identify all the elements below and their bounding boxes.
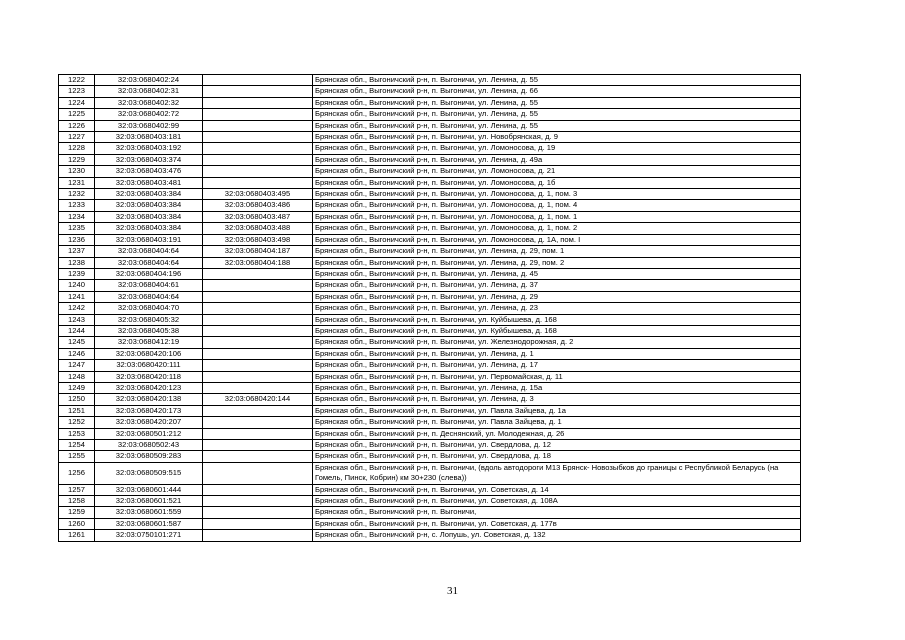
table-row xyxy=(59,223,801,234)
table-row xyxy=(59,462,801,484)
cadastral-number-cell: 32:03:0680420:123 xyxy=(95,382,203,393)
address-cell: Брянская обл., Выгоничский р-н, п. Выгоничи, ул. Ленина, д. 55 xyxy=(313,97,801,108)
related-cadastral-number-cell xyxy=(203,303,313,314)
row-number-cell: 1224 xyxy=(59,97,95,108)
address-cell: Брянская обл., Выгоничский р-н, п. Выгоничи, ул. Ломоносова, д. 21 xyxy=(313,166,801,177)
address-cell: Брянская обл., Выгоничский р-н, п. Выгоничи, ул. Железнодорожная, д. 2 xyxy=(313,337,801,348)
row-number-cell: 1248 xyxy=(59,371,95,382)
related-cadastral-number-cell xyxy=(203,484,313,495)
cadastral-number-cell: 32:03:0680403:181 xyxy=(95,132,203,143)
table-row xyxy=(59,177,801,188)
table-row xyxy=(59,314,801,325)
related-cadastral-number-cell xyxy=(203,371,313,382)
cadastral-number-cell: 32:03:0680601:521 xyxy=(95,496,203,507)
table-row xyxy=(59,451,801,462)
related-cadastral-number-cell: 32:03:0680403:487 xyxy=(203,211,313,222)
row-number-cell: 1236 xyxy=(59,234,95,245)
row-number-cell: 1259 xyxy=(59,507,95,518)
cadastral-number-cell: 32:03:0680405:38 xyxy=(95,325,203,336)
address-cell: Брянская обл., Выгоничский р-н, п. Выгоничи, ул. Ленина, д. 49а xyxy=(313,154,801,165)
row-number-cell: 1241 xyxy=(59,291,95,302)
address-cell: Брянская обл., Выгоничский р-н, п. Выгоничи, ул. Ленина, д. 3 xyxy=(313,394,801,405)
related-cadastral-number-cell xyxy=(203,462,313,484)
cadastral-number-cell: 32:03:0680404:196 xyxy=(95,268,203,279)
cadastral-number-cell: 32:03:0680509:283 xyxy=(95,451,203,462)
address-cell: Брянская обл., Выгоничский р-н, п. Выгоничи, ул. Ломоносова, д. 1, пом. 3 xyxy=(313,189,801,200)
address-cell: Брянская обл., Выгоничский р-н, п. Выгоничи, ул. Ленина, д. 29, пом. 2 xyxy=(313,257,801,268)
cadastral-number-cell: 32:03:0680403:476 xyxy=(95,166,203,177)
row-number-cell: 1232 xyxy=(59,189,95,200)
address-cell: Брянская обл., Выгоничский р-н, п. Выгоничи, ул. Ленина, д. 1 xyxy=(313,348,801,359)
table-row xyxy=(59,337,801,348)
related-cadastral-number-cell xyxy=(203,75,313,86)
row-number-cell: 1243 xyxy=(59,314,95,325)
cadastral-number-cell: 32:03:0680402:32 xyxy=(95,97,203,108)
address-cell: Брянская обл., Выгоничский р-н, п. Выгоничи, ул. Павла Зайцева, д. 1а xyxy=(313,405,801,416)
row-number-cell: 1228 xyxy=(59,143,95,154)
address-cell: Брянская обл., Выгоничский р-н, п. Выгоничи, ул. Свердлова, д. 18 xyxy=(313,451,801,462)
cadastral-number-cell: 32:03:0680402:24 xyxy=(95,75,203,86)
table-row xyxy=(59,507,801,518)
address-cell: Брянская обл., Выгоничский р-н, п. Выгоничи, ул. Ленина, д. 55 xyxy=(313,120,801,131)
row-number-cell: 1246 xyxy=(59,348,95,359)
table-row xyxy=(59,371,801,382)
row-number-cell: 1242 xyxy=(59,303,95,314)
table-row xyxy=(59,200,801,211)
related-cadastral-number-cell xyxy=(203,325,313,336)
table-row xyxy=(59,143,801,154)
cadastral-number-cell: 32:03:0680404:64 xyxy=(95,257,203,268)
address-cell: Брянская обл., Выгоничский р-н, п. Выгоничи, ул. Ленина, д. 23 xyxy=(313,303,801,314)
table-row xyxy=(59,530,801,541)
address-cell: Брянская обл., Выгоничский р-н, п. Выгоничи, xyxy=(313,507,801,518)
related-cadastral-number-cell: 32:03:0680420:144 xyxy=(203,394,313,405)
table-row xyxy=(59,303,801,314)
table-row xyxy=(59,211,801,222)
cadastral-number-cell: 32:03:0680403:191 xyxy=(95,234,203,245)
related-cadastral-number-cell xyxy=(203,314,313,325)
cadastral-number-cell: 32:03:0680420:111 xyxy=(95,360,203,371)
address-cell: Брянская обл., Выгоничский р-н, п. Выгоничи, ул. Советская, д. 177в xyxy=(313,518,801,529)
address-cell: Брянская обл., Выгоничский р-н, п. Выгоничи, (вдоль автодороги М13 Брянск- Новозыбков до границы с Республикой Беларусь (на Гомель, Пинск, Кобрин) км 30+230 (слева)) xyxy=(313,462,801,484)
address-cell: Брянская обл., Выгоничский р-н, п. Выгоничи, ул. Свердлова, д. 12 xyxy=(313,440,801,451)
related-cadastral-number-cell xyxy=(203,405,313,416)
row-number-cell: 1247 xyxy=(59,360,95,371)
related-cadastral-number-cell xyxy=(203,166,313,177)
cadastral-number-cell: 32:03:0680501:212 xyxy=(95,428,203,439)
table-row xyxy=(59,428,801,439)
row-number-cell: 1222 xyxy=(59,75,95,86)
table-row xyxy=(59,394,801,405)
related-cadastral-number-cell xyxy=(203,496,313,507)
cadastral-number-cell: 32:03:0680404:70 xyxy=(95,303,203,314)
related-cadastral-number-cell xyxy=(203,154,313,165)
row-number-cell: 1261 xyxy=(59,530,95,541)
address-cell: Брянская обл., Выгоничский р-н, п. Выгоничи, ул. Ленина, д. 55 xyxy=(313,109,801,120)
address-cell: Брянская обл., Выгоничский р-н, п. Выгоничи, ул. Первомайская, д. 11 xyxy=(313,371,801,382)
row-number-cell: 1229 xyxy=(59,154,95,165)
table-row xyxy=(59,484,801,495)
cadastral-number-cell: 32:03:0680402:31 xyxy=(95,86,203,97)
table-row xyxy=(59,348,801,359)
address-cell: Брянская обл., Выгоничский р-н, п. Выгоничи, ул. Ленина, д. 29 xyxy=(313,291,801,302)
row-number-cell: 1233 xyxy=(59,200,95,211)
cadastral-number-cell: 32:03:0680509:515 xyxy=(95,462,203,484)
related-cadastral-number-cell xyxy=(203,360,313,371)
cadastral-number-cell: 32:03:0680403:384 xyxy=(95,223,203,234)
table-row xyxy=(59,189,801,200)
row-number-cell: 1240 xyxy=(59,280,95,291)
table-row xyxy=(59,97,801,108)
row-number-cell: 1235 xyxy=(59,223,95,234)
table-row xyxy=(59,234,801,245)
table-row xyxy=(59,120,801,131)
address-cell: Брянская обл., Выгоничский р-н, с. Лопушь, ул. Советская, д. 132 xyxy=(313,530,801,541)
row-number-cell: 1257 xyxy=(59,484,95,495)
address-cell: Брянская обл., Выгоничский р-н, п. Выгоничи, ул. Советская, д. 14 xyxy=(313,484,801,495)
cadastral-number-cell: 32:03:0680403:481 xyxy=(95,177,203,188)
related-cadastral-number-cell xyxy=(203,132,313,143)
address-cell: Брянская обл., Выгоничский р-н, п. Выгоничи, ул. Советская, д. 108А xyxy=(313,496,801,507)
table-row xyxy=(59,246,801,257)
related-cadastral-number-cell xyxy=(203,120,313,131)
row-number-cell: 1258 xyxy=(59,496,95,507)
related-cadastral-number-cell: 32:03:0680404:187 xyxy=(203,246,313,257)
cadastral-number-cell: 32:03:0680403:192 xyxy=(95,143,203,154)
address-cell: Брянская обл., Выгоничский р-н, п. Выгоничи, ул. Ленина, д. 45 xyxy=(313,268,801,279)
cadastral-number-cell: 32:03:0680403:384 xyxy=(95,211,203,222)
row-number-cell: 1239 xyxy=(59,268,95,279)
page-number: 31 xyxy=(447,585,458,597)
table-row xyxy=(59,496,801,507)
table-row xyxy=(59,154,801,165)
property-table-body xyxy=(59,75,801,542)
address-cell: Брянская обл., Выгоничский р-н, п. Выгоничи, ул. Ломоносова, д. 1, пом. 1 xyxy=(313,211,801,222)
address-cell: Брянская обл., Выгоничский р-н, п. Выгоничи, ул. Ленина, д. 29, пом. 1 xyxy=(313,246,801,257)
row-number-cell: 1245 xyxy=(59,337,95,348)
table-row xyxy=(59,257,801,268)
address-cell: Брянская обл., Выгоничский р-н, п. Выгоничи, ул. Ломоносова, д. 1А, пом. I xyxy=(313,234,801,245)
address-cell: Брянская обл., Выгоничский р-н, п. Выгоничи, ул. Ленина, д. 15а xyxy=(313,382,801,393)
row-number-cell: 1231 xyxy=(59,177,95,188)
related-cadastral-number-cell: 32:03:0680403:488 xyxy=(203,223,313,234)
related-cadastral-number-cell xyxy=(203,109,313,120)
address-cell: Брянская обл., Выгоничский р-н, п. Выгоничи, ул. Ломоносова, д. 1б xyxy=(313,177,801,188)
cadastral-number-cell: 32:03:0680420:207 xyxy=(95,417,203,428)
table-row xyxy=(59,417,801,428)
cadastral-number-cell: 32:03:0680601:559 xyxy=(95,507,203,518)
table-row xyxy=(59,382,801,393)
cadastral-number-cell: 32:03:0750101:271 xyxy=(95,530,203,541)
table-row xyxy=(59,75,801,86)
row-number-cell: 1234 xyxy=(59,211,95,222)
row-number-cell: 1244 xyxy=(59,325,95,336)
row-number-cell: 1253 xyxy=(59,428,95,439)
cadastral-number-cell: 32:03:0680420:173 xyxy=(95,405,203,416)
address-cell: Брянская обл., Выгоничский р-н, п. Выгоничи, ул. Ломоносова, д. 1, пом. 4 xyxy=(313,200,801,211)
address-cell: Брянская обл., Выгоничский р-н, п. Выгоничи, ул. Новобрянская, д. 9 xyxy=(313,132,801,143)
address-cell: Брянская обл., Выгоничский р-н, п. Выгоничи, ул. Куйбышева, д. 168 xyxy=(313,325,801,336)
row-number-cell: 1252 xyxy=(59,417,95,428)
row-number-cell: 1254 xyxy=(59,440,95,451)
cadastral-number-cell: 32:03:0680412:19 xyxy=(95,337,203,348)
related-cadastral-number-cell xyxy=(203,348,313,359)
related-cadastral-number-cell: 32:03:0680403:498 xyxy=(203,234,313,245)
cadastral-number-cell: 32:03:0680420:106 xyxy=(95,348,203,359)
row-number-cell: 1223 xyxy=(59,86,95,97)
cadastral-number-cell: 32:03:0680404:64 xyxy=(95,246,203,257)
address-cell: Брянская обл., Выгоничский р-н, п. Выгоничи, ул. Ломоносова, д. 19 xyxy=(313,143,801,154)
address-cell: Брянская обл., Выгоничский р-н, п. Выгоничи, ул. Куйбышева, д. 168 xyxy=(313,314,801,325)
table-row xyxy=(59,405,801,416)
related-cadastral-number-cell xyxy=(203,530,313,541)
table-row xyxy=(59,325,801,336)
row-number-cell: 1226 xyxy=(59,120,95,131)
related-cadastral-number-cell xyxy=(203,268,313,279)
row-number-cell: 1251 xyxy=(59,405,95,416)
table-row xyxy=(59,268,801,279)
table-row xyxy=(59,280,801,291)
table-row xyxy=(59,86,801,97)
cadastral-number-cell: 32:03:0680405:32 xyxy=(95,314,203,325)
table-row xyxy=(59,166,801,177)
cadastral-number-cell: 32:03:0680403:384 xyxy=(95,200,203,211)
row-number-cell: 1230 xyxy=(59,166,95,177)
address-cell: Брянская обл., Выгоничский р-н, п. Деснянский, ул. Молодежная, д. 26 xyxy=(313,428,801,439)
address-cell: Брянская обл., Выгоничский р-н, п. Выгоничи, ул. Павла Зайцева, д. 1 xyxy=(313,417,801,428)
table-row xyxy=(59,518,801,529)
related-cadastral-number-cell xyxy=(203,177,313,188)
cadastral-number-cell: 32:03:0680403:374 xyxy=(95,154,203,165)
table-row xyxy=(59,109,801,120)
related-cadastral-number-cell xyxy=(203,382,313,393)
table-row xyxy=(59,440,801,451)
related-cadastral-number-cell xyxy=(203,337,313,348)
cadastral-number-cell: 32:03:0680403:384 xyxy=(95,189,203,200)
row-number-cell: 1225 xyxy=(59,109,95,120)
related-cadastral-number-cell xyxy=(203,143,313,154)
related-cadastral-number-cell xyxy=(203,451,313,462)
related-cadastral-number-cell: 32:03:0680403:486 xyxy=(203,200,313,211)
cadastral-number-cell: 32:03:0680420:118 xyxy=(95,371,203,382)
cadastral-number-cell: 32:03:0680402:72 xyxy=(95,109,203,120)
table-row xyxy=(59,291,801,302)
cadastral-number-cell: 32:03:0680502:43 xyxy=(95,440,203,451)
cadastral-number-cell: 32:03:0680601:444 xyxy=(95,484,203,495)
table-row xyxy=(59,360,801,371)
cadastral-number-cell: 32:03:0680420:138 xyxy=(95,394,203,405)
related-cadastral-number-cell xyxy=(203,417,313,428)
related-cadastral-number-cell xyxy=(203,97,313,108)
related-cadastral-number-cell xyxy=(203,280,313,291)
address-cell: Брянская обл., Выгоничский р-н, п. Выгоничи, ул. Ленина, д. 17 xyxy=(313,360,801,371)
table-row xyxy=(59,132,801,143)
related-cadastral-number-cell xyxy=(203,428,313,439)
cadastral-number-cell: 32:03:0680404:64 xyxy=(95,291,203,302)
related-cadastral-number-cell xyxy=(203,440,313,451)
related-cadastral-number-cell xyxy=(203,507,313,518)
cadastral-number-cell: 32:03:0680402:99 xyxy=(95,120,203,131)
related-cadastral-number-cell xyxy=(203,291,313,302)
related-cadastral-number-cell: 32:03:0680403:495 xyxy=(203,189,313,200)
row-number-cell: 1256 xyxy=(59,462,95,484)
address-cell: Брянская обл., Выгоничский р-н, п. Выгоничи, ул. Ленина, д. 55 xyxy=(313,75,801,86)
related-cadastral-number-cell xyxy=(203,86,313,97)
row-number-cell: 1249 xyxy=(59,382,95,393)
related-cadastral-number-cell: 32:03:0680404:188 xyxy=(203,257,313,268)
row-number-cell: 1250 xyxy=(59,394,95,405)
cadastral-number-cell: 32:03:0680404:61 xyxy=(95,280,203,291)
row-number-cell: 1260 xyxy=(59,518,95,529)
related-cadastral-number-cell xyxy=(203,518,313,529)
row-number-cell: 1237 xyxy=(59,246,95,257)
row-number-cell: 1238 xyxy=(59,257,95,268)
address-cell: Брянская обл., Выгоничский р-н, п. Выгоничи, ул. Ленина, д. 37 xyxy=(313,280,801,291)
address-cell: Брянская обл., Выгоничский р-н, п. Выгоничи, ул. Ломоносова, д. 1, пом. 2 xyxy=(313,223,801,234)
cadastral-number-cell: 32:03:0680601:587 xyxy=(95,518,203,529)
address-cell: Брянская обл., Выгоничский р-н, п. Выгоничи, ул. Ленина, д. 66 xyxy=(313,86,801,97)
row-number-cell: 1255 xyxy=(59,451,95,462)
property-table xyxy=(58,74,801,542)
row-number-cell: 1227 xyxy=(59,132,95,143)
